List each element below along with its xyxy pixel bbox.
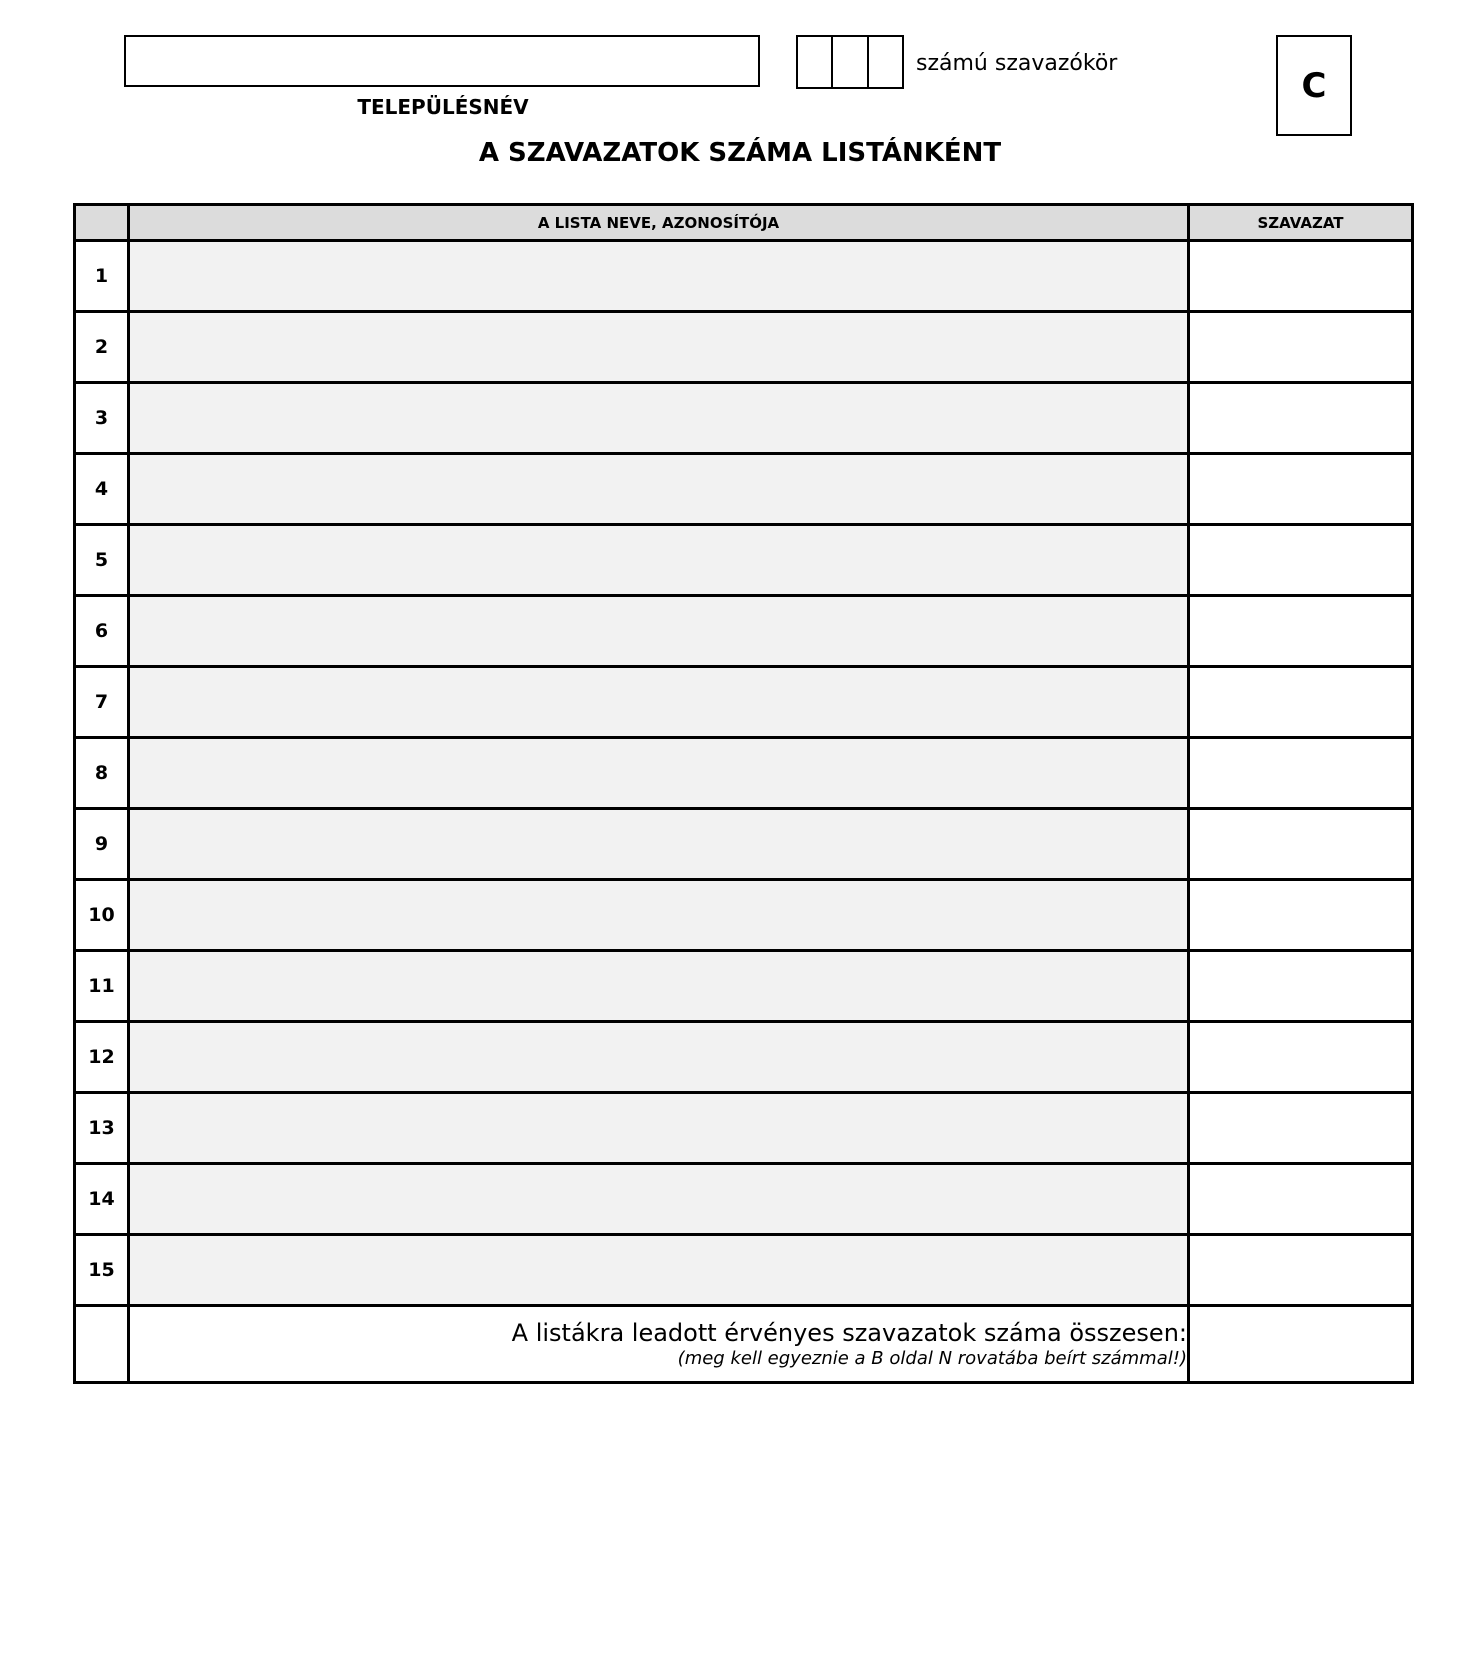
row-number: 3 [75, 383, 129, 454]
table-row [75, 1022, 1413, 1093]
table-row [75, 241, 1413, 312]
row-number: 1 [75, 241, 129, 312]
district-digit-2[interactable] [833, 37, 868, 87]
table-row [75, 880, 1413, 951]
list-name-cell[interactable] [129, 880, 1189, 951]
list-name-cell[interactable] [129, 596, 1189, 667]
table-row [75, 525, 1413, 596]
vote-count-cell[interactable] [1189, 241, 1413, 312]
votes-table [73, 203, 1414, 1384]
vote-count-cell[interactable] [1189, 1235, 1413, 1306]
list-name-cell[interactable] [129, 525, 1189, 596]
table-row [75, 312, 1413, 383]
total-vote-cell[interactable] [1189, 1306, 1413, 1383]
row-number: 12 [75, 1022, 129, 1093]
district-number-field[interactable] [796, 35, 904, 89]
list-name-cell[interactable] [129, 809, 1189, 880]
total-row [75, 1306, 1413, 1383]
list-name-cell[interactable] [129, 1164, 1189, 1235]
row-number: 2 [75, 312, 129, 383]
row-number: 6 [75, 596, 129, 667]
vote-count-cell[interactable] [1189, 809, 1413, 880]
page-letter: C [1276, 35, 1352, 136]
district-digit-1[interactable] [798, 37, 833, 87]
table-row [75, 738, 1413, 809]
vote-count-cell[interactable] [1189, 525, 1413, 596]
row-number: 11 [75, 951, 129, 1022]
list-name-cell[interactable] [129, 1093, 1189, 1164]
vote-count-cell[interactable] [1189, 454, 1413, 525]
vote-count-cell[interactable] [1189, 1093, 1413, 1164]
table-row [75, 667, 1413, 738]
row-number: 8 [75, 738, 129, 809]
list-name-cell[interactable] [129, 454, 1189, 525]
table-row [75, 809, 1413, 880]
row-number-header [75, 205, 129, 241]
row-number: 9 [75, 809, 129, 880]
list-name-cell[interactable] [129, 1022, 1189, 1093]
table-row [75, 1164, 1413, 1235]
vote-count-cell[interactable] [1189, 596, 1413, 667]
vote-count-cell[interactable] [1189, 1164, 1413, 1235]
table-row [75, 1235, 1413, 1306]
row-number: 5 [75, 525, 129, 596]
table-row [75, 383, 1413, 454]
settlement-name-label: TELEPÜLÉSNÉV [357, 95, 529, 119]
vote-count-cell[interactable] [1189, 1022, 1413, 1093]
vote-count-header: SZAVAZAT [1189, 205, 1413, 241]
row-number: 15 [75, 1235, 129, 1306]
vote-count-cell[interactable] [1189, 383, 1413, 454]
row-number: 4 [75, 454, 129, 525]
list-name-header: A LISTA NEVE, AZONOSÍTÓJA [129, 205, 1189, 241]
district-digit-3[interactable] [869, 37, 902, 87]
list-name-cell[interactable] [129, 312, 1189, 383]
row-number: 13 [75, 1093, 129, 1164]
row-number: 14 [75, 1164, 129, 1235]
list-name-cell[interactable] [129, 1235, 1189, 1306]
table-row [75, 1093, 1413, 1164]
row-number: 7 [75, 667, 129, 738]
list-name-cell[interactable] [129, 667, 1189, 738]
total-row-number [75, 1306, 129, 1383]
vote-count-cell[interactable] [1189, 880, 1413, 951]
list-name-cell[interactable] [129, 241, 1189, 312]
list-name-cell[interactable] [129, 951, 1189, 1022]
page-title: A SZAVAZATOK SZÁMA LISTÁNKÉNT [478, 138, 1002, 168]
total-label-cell [129, 1306, 1189, 1383]
table-row [75, 596, 1413, 667]
settlement-name-field[interactable] [124, 35, 760, 87]
vote-count-cell[interactable] [1189, 667, 1413, 738]
row-number: 10 [75, 880, 129, 951]
list-name-cell[interactable] [129, 738, 1189, 809]
table-row [75, 951, 1413, 1022]
table-header-row [75, 205, 1413, 241]
list-name-cell[interactable] [129, 383, 1189, 454]
vote-count-cell[interactable] [1189, 738, 1413, 809]
vote-count-cell[interactable] [1189, 951, 1413, 1022]
total-note: (meg kell egyeznie a B oldal N rovatába beírt számmal!) [677, 1348, 1187, 1369]
district-label: számú szavazókör [916, 51, 1118, 76]
total-label: A listákra leadott érvényes szavazatok száma összesen: [511, 1319, 1187, 1347]
table-row [75, 454, 1413, 525]
vote-count-cell[interactable] [1189, 312, 1413, 383]
